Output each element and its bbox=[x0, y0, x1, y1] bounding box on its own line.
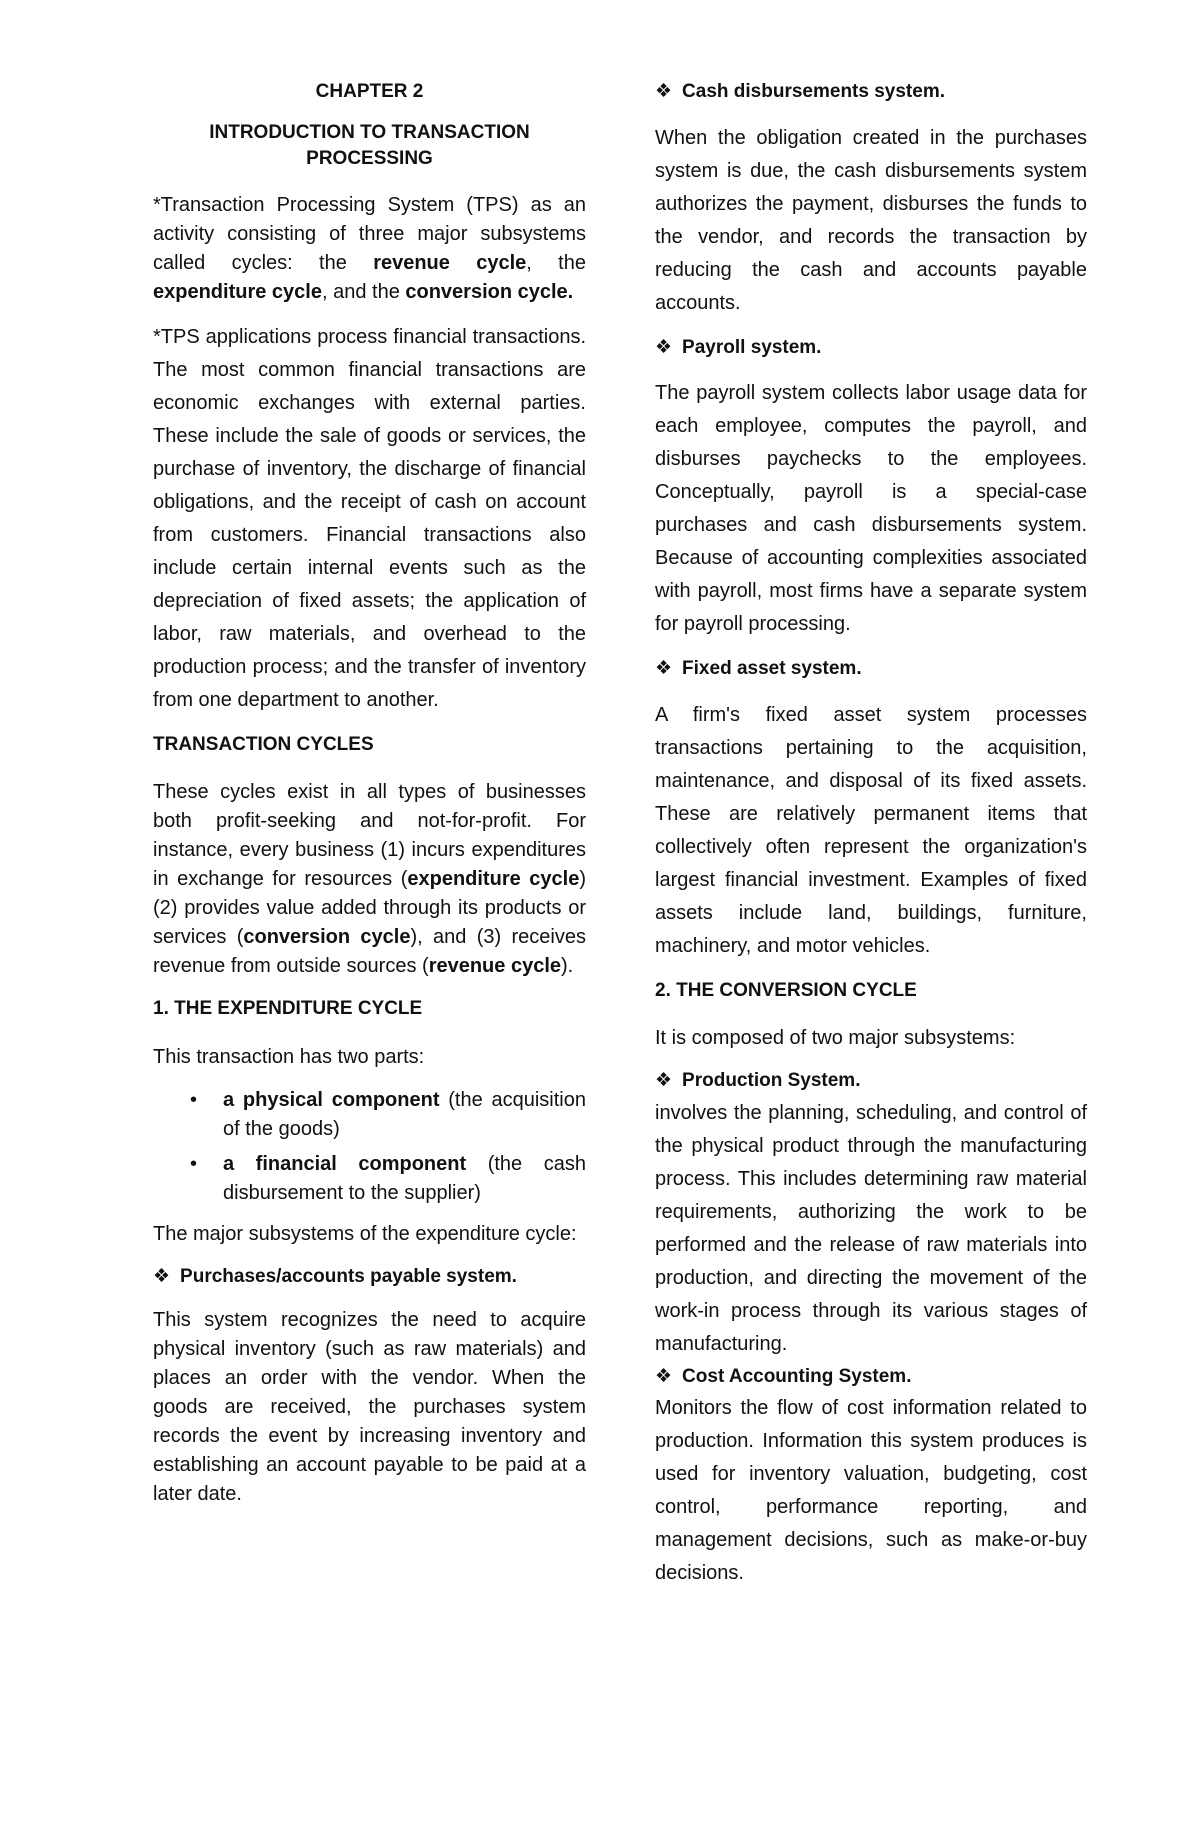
conversion-subsystems-paragraph: It is composed of two major subsystems: bbox=[655, 1027, 1016, 1050]
bullet-icon: • bbox=[190, 1088, 198, 1111]
bullet-icon: • bbox=[190, 1152, 198, 1175]
purchases-subheading: ❖ Purchases/accounts payable system. bbox=[153, 1265, 517, 1287]
diamond-bullet-icon: ❖ bbox=[655, 336, 673, 358]
right-column bbox=[655, 78, 1087, 1604]
cash-disbursements-paragraph: When the obligation created in the purchases system is due, the cash disbursements system authorizes the payment, disburses the funds to the vendor, and records the transaction by reducing the cash and accounts payable accounts. bbox=[655, 126, 1087, 314]
chapter-label: CHAPTER 2 bbox=[315, 81, 424, 102]
fixed-asset-paragraph: A firm's fixed asset system processes transactions pertaining to the acquisition, maintenance, and disposal of its fixed assets. These are relatively permanent items that collectively often represent the organization's largest financial investment. Examples of fixed assets include land, buildings, furniture, machinery, and motor vehicles. bbox=[655, 703, 1087, 957]
two-parts-paragraph: This transaction has two parts: bbox=[153, 1045, 425, 1068]
expenditure-cycle-heading: 1. THE EXPENDITURE CYCLE bbox=[153, 998, 423, 1020]
list-item: • a financial component (the cash disbursement to the supplier) bbox=[223, 1150, 586, 1208]
fixed-asset-subheading: ❖ Fixed asset system. bbox=[655, 658, 862, 680]
diamond-bullet-icon: ❖ bbox=[655, 81, 673, 102]
purchases-paragraph: This system recognizes the need to acquire physical inventory (such as raw materials) and places an order with the vendor. When the goods are received, the purchases system records the event by increasing inventory and establishing an account payable to be paid at a later date. bbox=[153, 1309, 586, 1506]
chapter-title: INTRODUCTION TO TRANSACTION PROCESSING bbox=[209, 121, 530, 170]
production-subheading: ❖ Production System. bbox=[655, 1070, 861, 1092]
tps-definition-paragraph: *Transaction Processing System (TPS) as an activity consisting of three major subsystems called cycles: the revenue cycle, the expenditure cycle, and the conversion cycle. bbox=[153, 193, 586, 303]
cash-disbursements-subheading: ❖ Cash disbursements system. bbox=[655, 81, 945, 102]
cost-accounting-subheading: ❖ Cost Accounting System. bbox=[655, 1365, 912, 1387]
components-list bbox=[153, 1086, 586, 1208]
transaction-cycles-heading: TRANSACTION CYCLES bbox=[153, 733, 374, 755]
diamond-bullet-icon: ❖ bbox=[655, 1365, 673, 1387]
transaction-cycles-paragraph: These cycles exist in all types of businesses both profit-seeking and not-for-profit. For instance, every business (1) incurs expenditures in exchange for resources (expenditure cycle) (2) provides value added through its products or services (conversion cycle), and (3) receives revenue from outside sources (revenue cycle). bbox=[153, 781, 586, 978]
payroll-paragraph: The payroll system collects labor usage data for each employee, computes the payroll, and disburses paychecks to the employees. Conceptually, payroll is a special-case purchases and cash disbursements system. Because of accounting complexities associated with payroll, most firms have a separate system for payroll processing. bbox=[655, 382, 1087, 636]
left-column bbox=[153, 78, 586, 1523]
production-paragraph: involves the planning, scheduling, and control of the physical product through the manufacturing process. This includes determining raw material requirements, authorizing the work to be performed and the release of raw materials into production, and directing the movement of the work-in process through its various stages of manufacturing. bbox=[655, 1101, 1087, 1355]
cost-accounting-paragraph: Monitors the flow of cost information related to production. Information this system produces is used for inventory valuation, budgeting, cost control, performance reporting, and management decisions, such as make-or-buy decisions. bbox=[655, 1397, 1087, 1585]
diamond-bullet-icon: ❖ bbox=[655, 1070, 673, 1092]
payroll-subheading: ❖ Payroll system. bbox=[655, 336, 822, 358]
diamond-bullet-icon: ❖ bbox=[153, 1265, 171, 1287]
tps-applications-paragraph: *TPS applications process financial transactions. The most common financial transactions are economic exchanges with external parties. These include the sale of goods or services, the purchase of inventory, the discharge of financial obligations, and the receipt of cash on account from customers. Financial transactions also include certain internal events such as the depreciation of fixed assets; the application of labor, raw materials, and overhead to the production process; and the transfer of inventory from one department to another. bbox=[153, 325, 586, 711]
conversion-cycle-heading: 2. THE CONVERSION CYCLE bbox=[655, 979, 917, 1001]
list-item: • a physical component (the acquisition of the goods) bbox=[223, 1086, 586, 1144]
diamond-bullet-icon: ❖ bbox=[655, 658, 673, 680]
major-subsystems-paragraph: The major subsystems of the expenditure cycle: bbox=[153, 1222, 577, 1245]
